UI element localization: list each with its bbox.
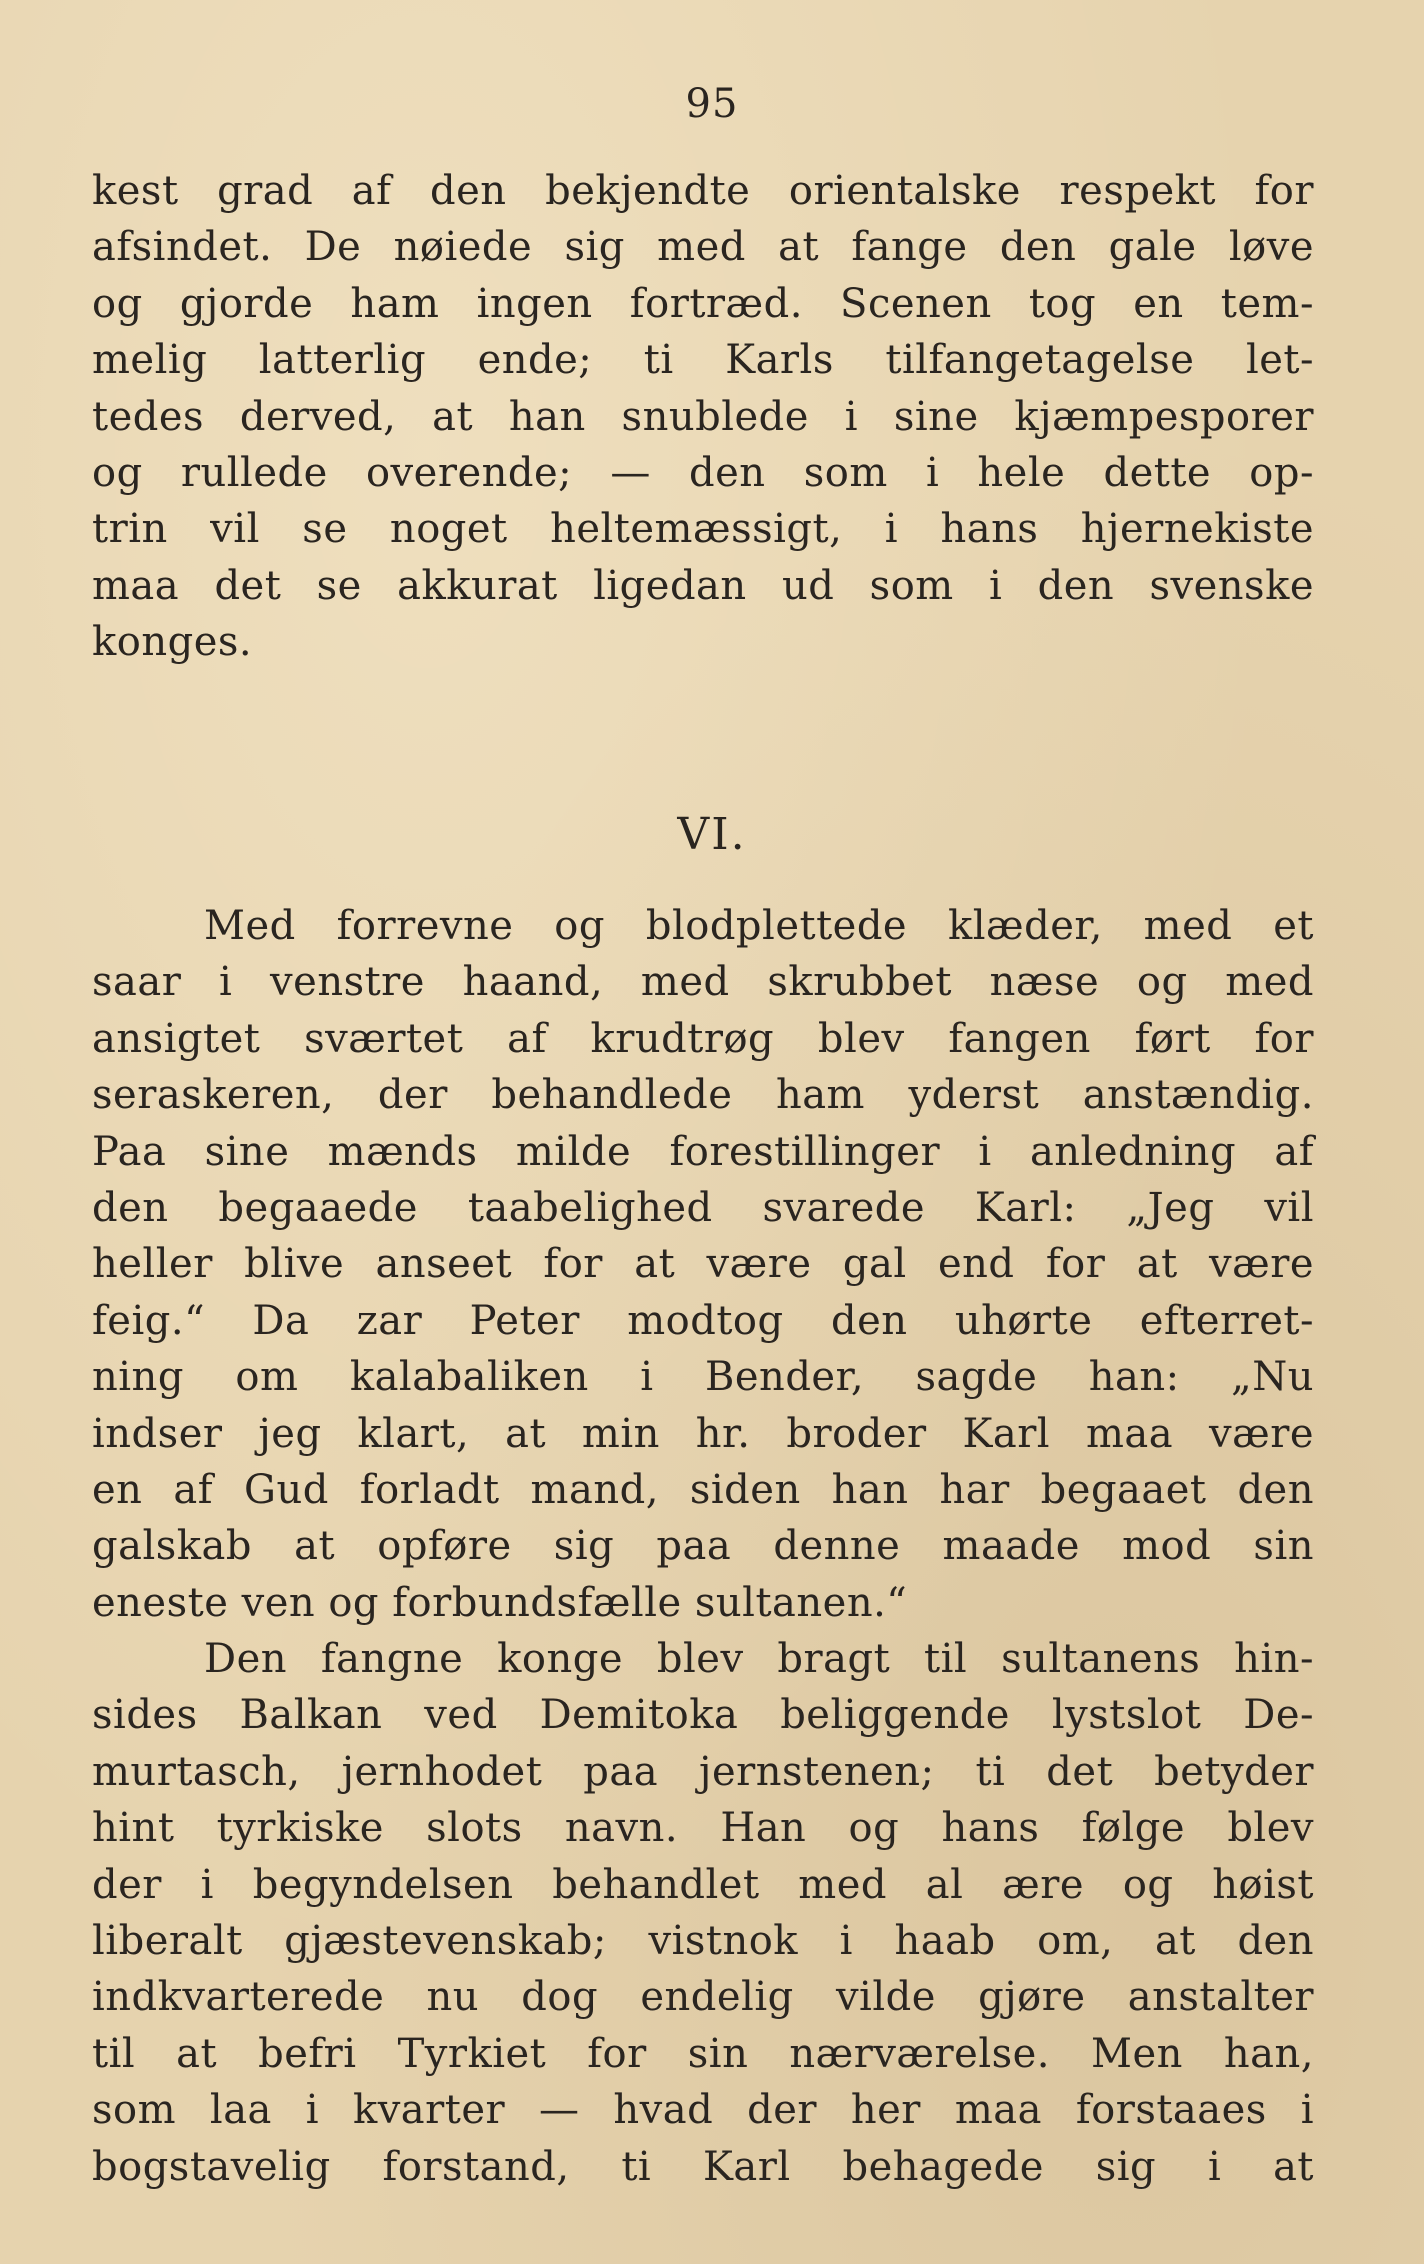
text-line: Paa sine mænds milde forestillinger i anledning af — [92, 1128, 1314, 1175]
text-line: konges. — [92, 619, 253, 666]
text-line: og rullede overende; — den som i hele dette op- — [92, 449, 1314, 496]
paragraph-1 — [92, 163, 1314, 671]
text-line: sides Balkan ved Demitoka beliggende lystslot De- — [92, 1692, 1314, 1739]
text-line: ansigtet sværtet af krudtrøg blev fangen ført for — [92, 1015, 1314, 1062]
text-line: maa det se akkurat ligedan ud som i den svenske — [92, 562, 1314, 609]
text-line: Den fangne konge blev bragt til sultanens hin- — [204, 1636, 1314, 1683]
text-line: galskab at opføre sig paa denne maade mod sin — [92, 1523, 1314, 1570]
text-line: den begaaede taabelighed svarede Karl: „Jeg vil — [92, 1184, 1314, 1231]
text-line: feig.“ Da zar Peter modtog den uhørte efterret- — [92, 1297, 1314, 1344]
text-line: saar i venstre haand, med skrubbet næse og med — [92, 959, 1314, 1006]
text-line: murtasch, jernhodet paa jernstenen; ti det betyder — [92, 1748, 1314, 1795]
text-line: hint tyrkiske slots navn. Han og hans følge blev — [92, 1805, 1314, 1852]
page-number: 95 — [685, 81, 739, 127]
paragraph-2 — [92, 898, 1314, 2195]
text-line: afsindet. De nøiede sig med at fange den gale løve — [92, 224, 1314, 271]
text-line: heller blive anseet for at være gal end for at være — [92, 1241, 1314, 1288]
text-line: og gjorde ham ingen fortræd. Scenen tog en tem- — [92, 280, 1314, 327]
text-line: til at befri Tyrkiet for sin nærværelse. Men han, — [92, 2030, 1314, 2077]
text-line: indkvarterede nu dog endelig vilde gjøre anstalter — [92, 1974, 1314, 2021]
text-line: en af Gud forladt mand, siden han har begaaet den — [92, 1466, 1314, 1513]
text-line: trin vil se noget heltemæssigt, i hans hjernekiste — [92, 506, 1314, 553]
text-line: der i begyndelsen behandlet med al ære og høist — [92, 1861, 1314, 1908]
text-line: ning om kalabaliken i Bender, sagde han: „Nu — [92, 1354, 1314, 1401]
text-line: melig latterlig ende; ti Karls tilfangetagelse let- — [92, 337, 1314, 384]
section-heading: VI. — [677, 809, 747, 860]
text-line: kest grad af den bekjendte orientalske respekt for — [92, 168, 1314, 214]
text-line: som laa i kvarter — hvad der her maa forstaaes i — [92, 2087, 1314, 2134]
text-line: bogstavelig forstand, ti Karl behagede sig i at — [92, 2143, 1314, 2190]
text-line: seraskeren, der behandlede ham yderst anstændig. — [92, 1072, 1314, 1119]
text-line: eneste ven og forbundsfælle sultanen.“ — [92, 1579, 908, 1626]
text-line: liberalt gjæstevenskab; vistnok i haab om, at den — [92, 1918, 1314, 1965]
text-line: Med forrevne og blodplettede klæder, med et — [204, 903, 1314, 949]
text-line: tedes derved, at han snublede i sine kjæmpesporer — [92, 393, 1314, 440]
text-line: indser jeg klart, at min hr. broder Karl maa være — [92, 1410, 1314, 1457]
